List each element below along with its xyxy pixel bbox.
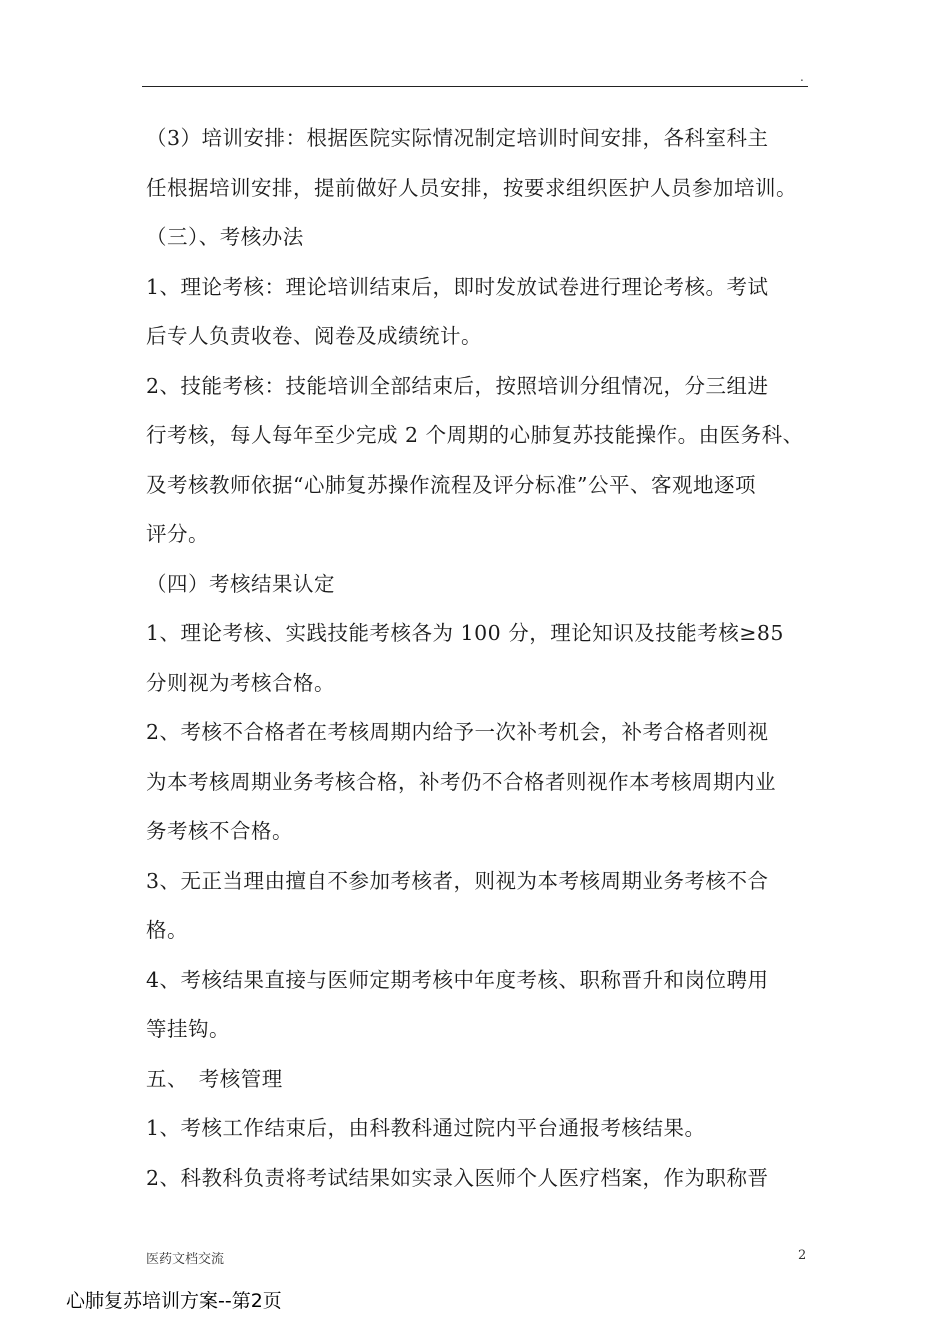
footer-source: 医药文档交流 [146,1252,225,1267]
document-caption: 心肺复苏培训方案--第2页 [66,1290,282,1312]
header-rule [142,86,808,87]
text-line: 等挂钩。 [146,1017,230,1041]
text-line: 3、无正当理由擅自不参加考核者，则视为本考核周期业务考核不合 [146,868,769,893]
text-line: 4、考核结果直接与医师定期考核中年度考核、职称晋升和岗位聘用 [146,967,769,992]
text-line: 1、理论考核：理论培训结束后，即时发放试卷进行理论考核。考试 [146,274,769,299]
text-line: （3）培训安排：根据医院实际情况制定培训时间安排，各科室科主 [146,126,769,150]
section-heading: 五、 考核管理 [146,1066,283,1091]
text-line: 1、考核工作结束后，由科教科通过院内平台通报考核结果。 [146,1116,706,1140]
text-line: 2、科教科负责将考试结果如实录入医师个人医疗档案，作为职称晋 [146,1165,769,1190]
section-heading: （四）考核结果认定 [146,571,335,596]
text-line: 评分。 [146,522,209,546]
page-number: 2 [798,1248,807,1263]
text-line: 分则视为考核合格。 [146,670,335,695]
text-line: 2、技能考核：技能培训全部结束后，按照培训分组情况，分三组进 [146,373,769,398]
header-mark: . [800,70,804,84]
section-heading: （三）、考核办法 [146,225,304,249]
text-line: 后专人负责收卷、阅卷及成绩统计。 [146,324,482,348]
text-line: 格。 [146,918,188,942]
text-line: 任根据培训安排，提前做好人员安排，按要求组织医护人员参加培训。 [146,175,797,200]
text-line: 为本考核周期业务考核合格，补考仍不合格者则视作本考核周期内业 [146,769,776,794]
text-line: 行考核，每人每年至少完成 2 个周期的心肺复苏技能操作。由医务科、 [146,423,804,447]
document-body [146,114,806,1203]
text-line: 及考核教师依据“心肺复苏操作流程及评分标准”公平、客观地逐项 [146,472,756,497]
text-line: 1、理论考核、实践技能考核各为 100 分，理论知识及技能考核≥85 [146,621,784,645]
text-line: 务考核不合格。 [146,819,293,843]
text-line: 2、考核不合格者在考核周期内给予一次补考机会，补考合格者则视 [146,720,769,744]
